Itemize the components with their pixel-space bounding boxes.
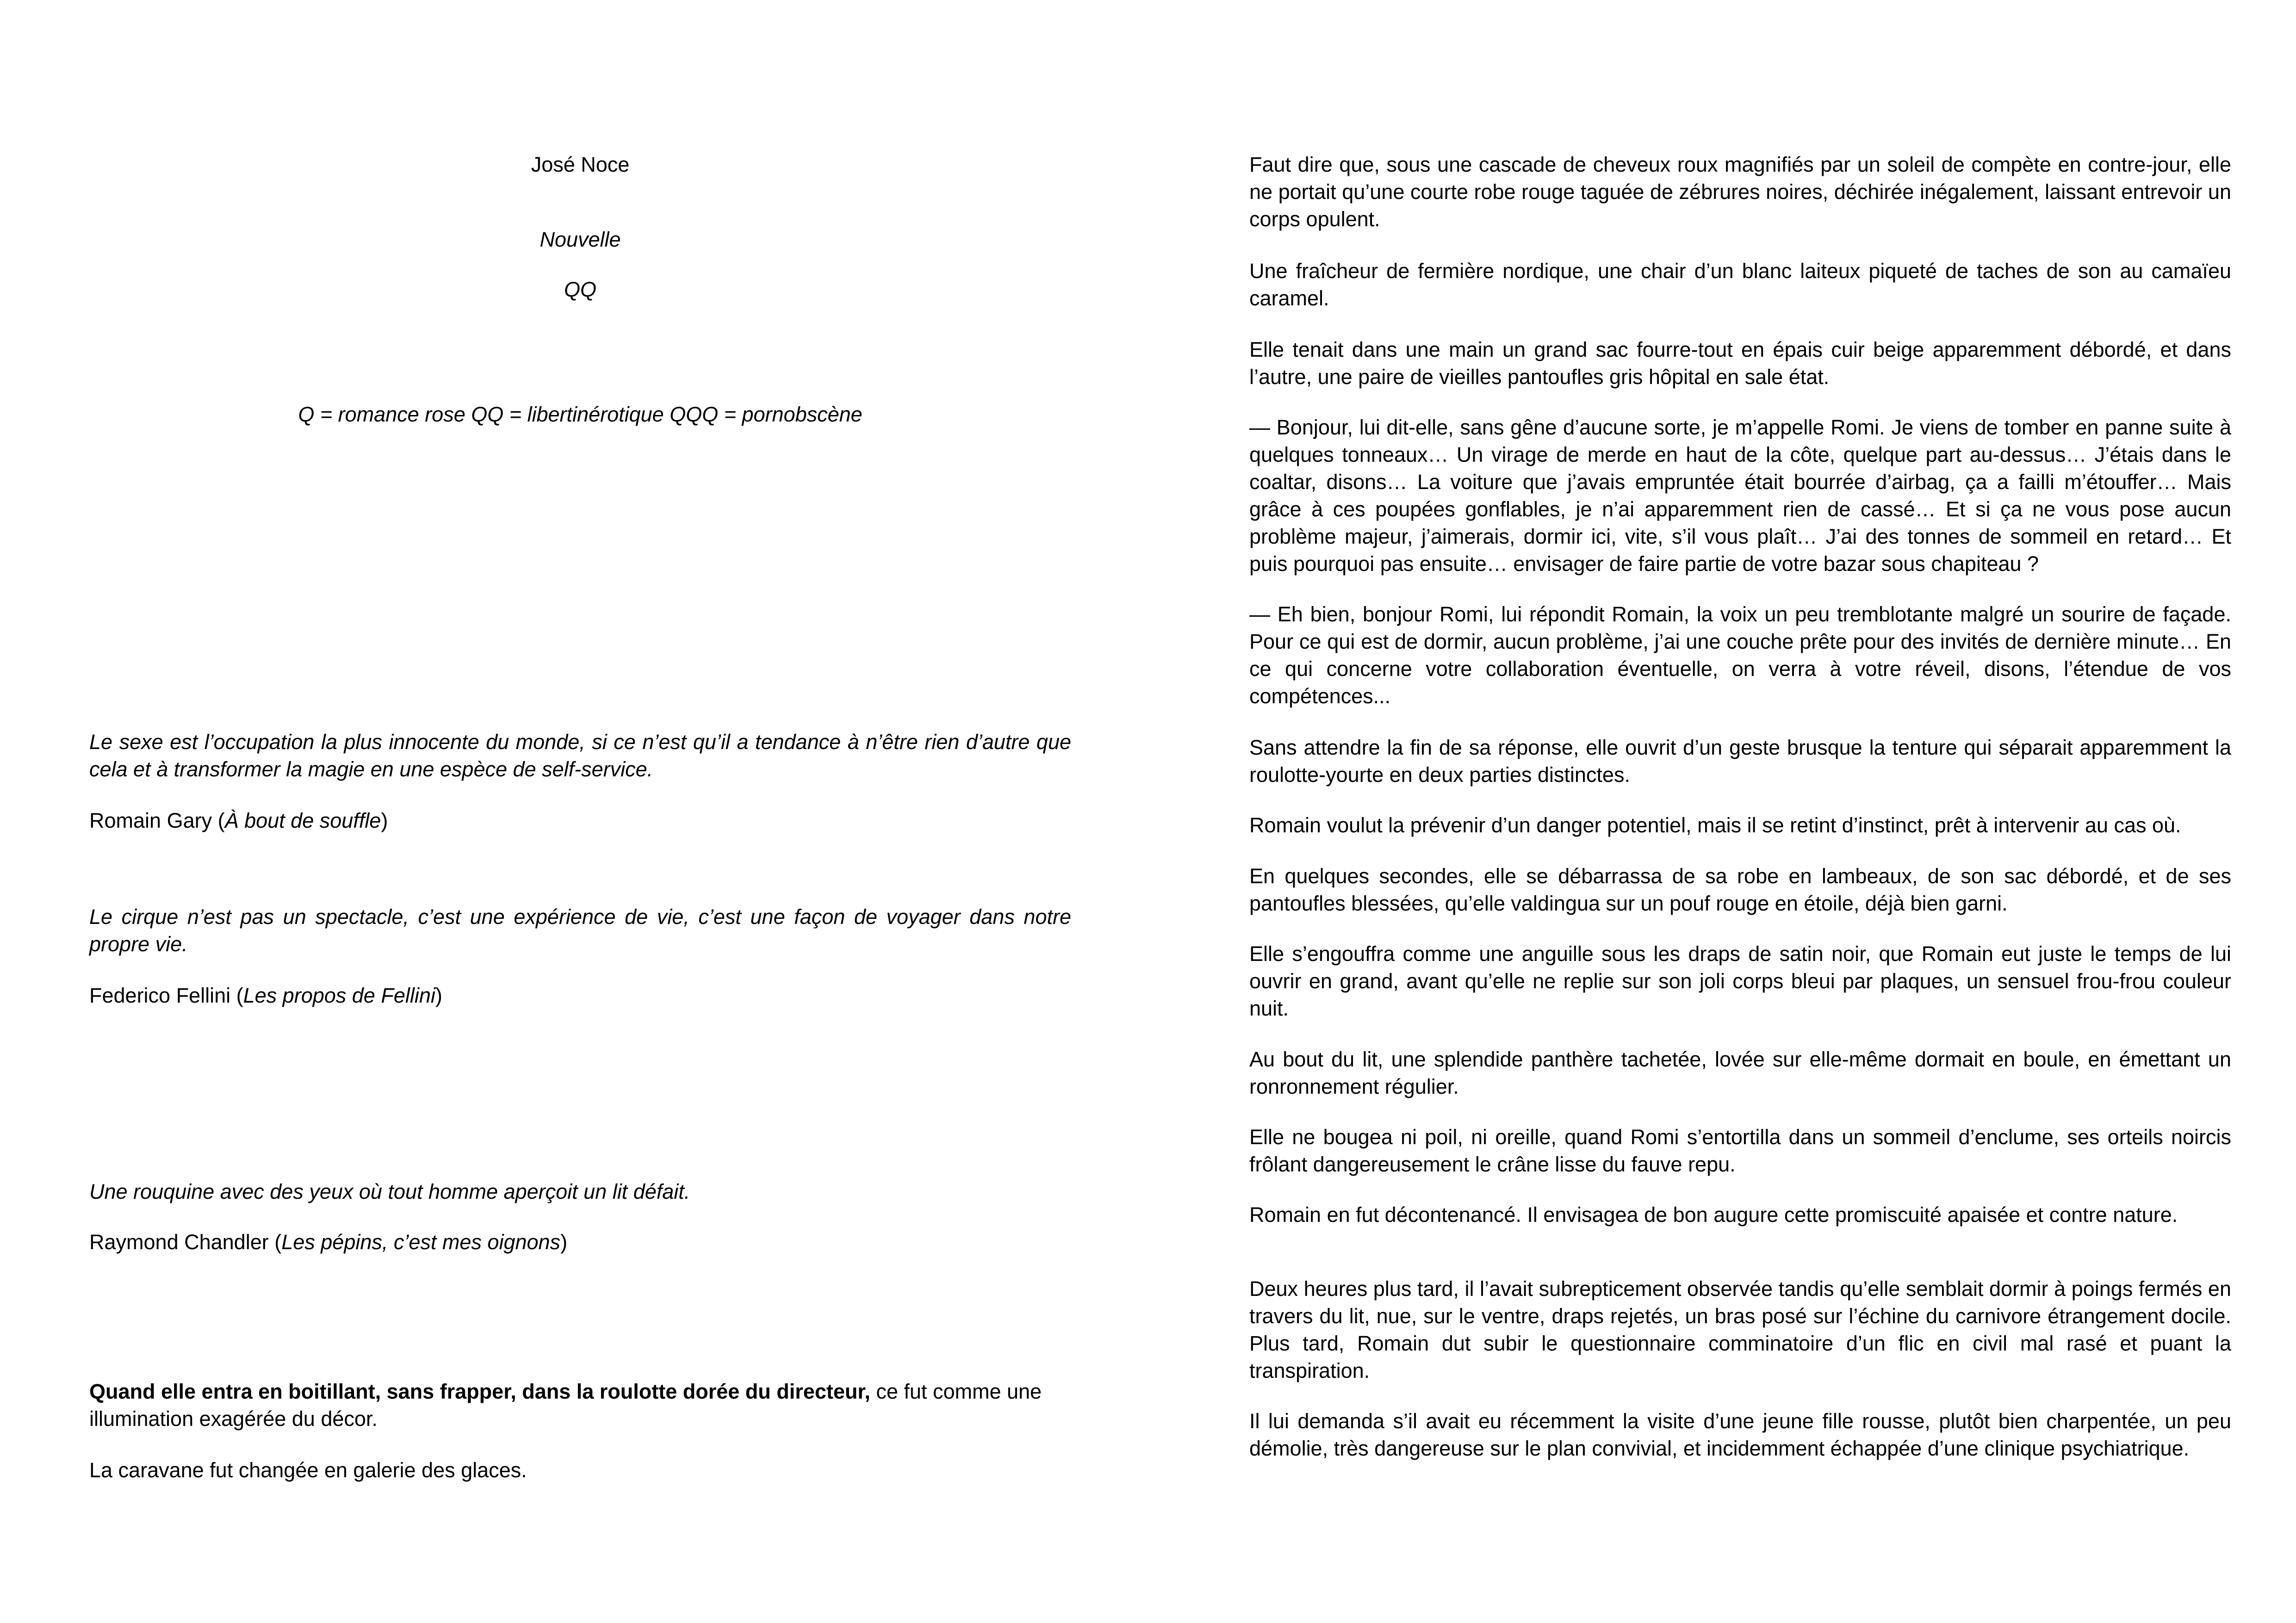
- epigraph-work-2: Les propos de Fellini: [243, 984, 435, 1007]
- paragraph-5: — Eh bien, bonjour Romi, lui répondit Romain, la voix un peu tremblotante malgré un sourire de façade. Pour ce qui est de dormir, aucun problème, j’ai une couche prête pour des invités de dernière minute… En ce qui concerne votre collaboration éventuelle, on verra à votre réveil, disons, l’étendue de vos compétences...: [1249, 602, 2231, 708]
- rating-legend: Q = romance rose QQ = libertinérotique QQQ = pornobscène: [298, 403, 863, 426]
- paragraph-13: Deux heures plus tard, il l’avait subrepticement observée tandis qu’elle semblait dormir à poings fermés en travers du lit, nue, sur le ventre, draps rejetés, un bras posé sur l’échine du carnivore étrangement docile. Plus tard, Romain dut subir le questionnaire comminatoire d’un flic en civil mal rasé et puant la transpiration.: [1249, 1277, 2231, 1382]
- paragraph-1: Faut dire que, sous une cascade de cheveux roux magnifiés par un soleil de compète en contre-jour, elle ne portait qu’une courte robe rouge taguée de zébrures noires, déchirée inégalement, laissant entrevoir un corps opulent.: [1249, 153, 2231, 231]
- paragraph-6: Sans attendre la fin de sa réponse, elle ouvrit d’un geste brusque la tenture qui séparait apparemment la roulotte-yourte en deux parties distinctes.: [1249, 736, 2231, 787]
- opening-bold-text: Quand elle entra en boitillant, sans frapper, dans la roulotte dorée du directeur,: [89, 1380, 870, 1403]
- epigraph-attribution-2: Federico Fellini (Les propos de Fellini): [89, 984, 442, 1007]
- paragraph-3: Elle tenait dans une main un grand sac fourre-tout en épais cuir beige apparemment débordé, et dans l’autre, une paire de vieilles pantoufles gris hôpital en sale état.: [1249, 338, 2231, 389]
- epigraph-quote-1: Le sexe est l’occupation la plus innocente du monde, si ce n’est qu’il a tendance à n’être rien d’autre que cela et à transformer la magie en une espèce de self-service.: [89, 730, 1071, 781]
- paragraph-10: Au bout du lit, une splendide panthère tachetée, lovée sur elle-même dormait en boule, en émettant un ronronnement régulier.: [1249, 1047, 2231, 1098]
- closing-paragraph: La caravane fut changée en galerie des glaces.: [89, 1458, 527, 1482]
- epigraph-quote-3: Une rouquine avec des yeux où tout homme aperçoit un lit défait.: [89, 1180, 690, 1203]
- genre-label: Nouvelle: [540, 228, 621, 251]
- paragraph-9: Elle s’engouffra comme une anguille sous les draps de satin noir, que Romain eut juste le temps de lui ouvrir en grand, avant qu’elle ne replie sur son joli corps bleui par plaques, un sensuel frou-frou couleur nuit.: [1249, 942, 2231, 1020]
- epigraph-quote-2: Le cirque n’est pas un spectacle, c’est une expérience de vie, c’est une façon de voyager dans notre propre vie.: [89, 905, 1071, 956]
- epigraph-attribution-1: Romain Gary (À bout de souffle): [89, 809, 388, 832]
- epigraph-work-3: Les pépins, c’est mes oignons: [281, 1230, 561, 1254]
- paragraph-7: Romain voulut la prévenir d’un danger potentiel, mais il se retint d’instinct, prêt à intervenir au cas où.: [1249, 813, 2181, 837]
- paragraph-4: — Bonjour, lui dit-elle, sans gêne d’aucune sorte, je m’appelle Romi. Je viens de tomber en panne suite à quelques tonneaux… Un virage de merde en haut de la côte, quelque part au-dessus… J’étais dans le coaltar, disons… La voiture que j’avais empruntée était bourrée d’airbag, ça a failli m’étouffer… Mais grâce à ces poupées gonflables, je n’ai apparemment rien de cassé… Et si ça ne vous pose aucun problème majeur, j’aimerais, dormir ici, vite, s’il vous plaît… J’ai des tonnes de sommeil en retard… Et puis pourquoi pas ensuite… envisager de faire partie de votre bazar sous chapiteau ?: [1249, 415, 2231, 576]
- author-name: José Noce: [531, 153, 630, 176]
- paragraph-12: Romain en fut décontenancé. Il envisagea de bon augure cette promiscuité apaisée et contre nature.: [1249, 1203, 2178, 1227]
- epigraph-attribution-3: Raymond Chandler (Les pépins, c’est mes oignons): [89, 1230, 568, 1254]
- paragraph-2: Une fraîcheur de fermière nordique, une chair d’un blanc laiteux piqueté de taches de son au camaïeu caramel.: [1249, 259, 2231, 310]
- paragraph-8: En quelques secondes, elle se débarrassa de sa robe en lambeaux, de son sac débordé, et de ses pantoufles blessées, qu’elle valdingua sur un pouf rouge en étoile, déjà bien garni.: [1249, 864, 2231, 915]
- epigraph-work-1: À bout de souffle: [224, 809, 381, 832]
- opening-paragraph: Quand elle entra en boitillant, sans frapper, dans la roulotte dorée du directeur, ce fut comme une illumination exagérée du décor.: [89, 1380, 1042, 1431]
- paragraph-14: Il lui demanda s’il avait eu récemment la visite d’une jeune fille rousse, plutôt bien charpentée, un peu démolie, très dangereuse sur le plan convivial, et incidemment échappée d’une clinique psychiatrique.: [1249, 1409, 2231, 1460]
- rating-label: QQ: [564, 278, 596, 301]
- paragraph-11: Elle ne bougea ni poil, ni oreille, quand Romi s’entortilla dans un sommeil d’enclume, ses orteils noircis frôlant dangereusement le crâne lisse du fauve repu.: [1249, 1125, 2231, 1176]
